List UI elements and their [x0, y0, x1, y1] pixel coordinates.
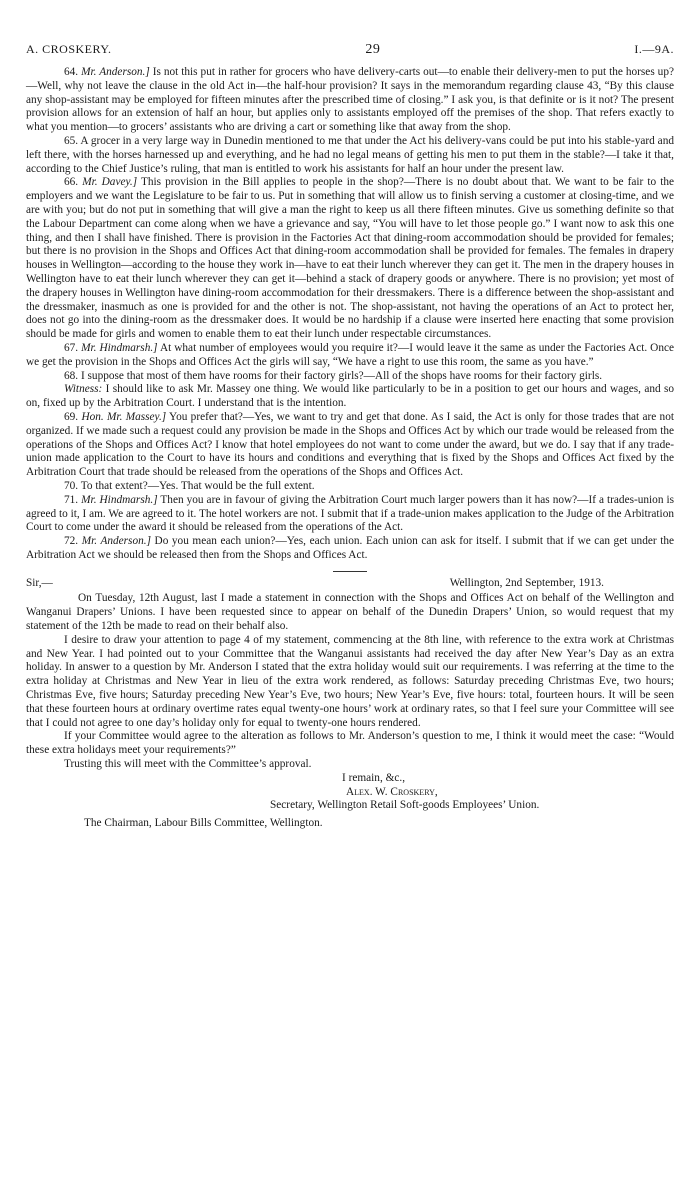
- letter-place-date: Wellington, 2nd September, 1913.: [449, 576, 604, 589]
- paragraph-witness: Witness: I should like to ask Mr. Massey one thing. We would like particularly to be in a position to get our hours and wages, and so on, fixed up by the Arbitration Court. I understand that is the intention.: [26, 383, 674, 410]
- paragraph-67: 67. Mr. Hindmarsh.] At what number of employees would you require it?—I would leave it the same as under the Factories Act. Once we get the provision in the Shops and Offices Act the girls will say, “We have a right to use this room, the same as you have.”: [26, 341, 675, 368]
- letter-paragraph: I desire to draw your attention to page 4 of my statement, commencing at the 8th line, with reference to the extra work at Christmas and New Year. I had pointed out to your Committee that the Wanganui assistants had received the day after New Year’s Day as an extra holiday. In answer to a question by Mr. Anderson I stated that the extra holiday would suit our requirements. I was referring at the time to the extra holiday at Christmas and New Year in lieu of the extra work rendered, as follows: Saturday preceding Christmas Eve, two hours; Christmas Eve, five hours; Saturday preceding New Year’s Eve, two hours; New Year’s Eve, five hours: total, fourteen hours. It will be seen that these fourteen hours at ordinary overtime rates equal twenty-one hours’ work at ordinary rates, so that I feel sure your Committee will see that I could not agree to one day’s holiday only for equal to twenty-one hours rendered.: [26, 633, 674, 729]
- letter-paragraph: On Tuesday, 12th August, last I made a statement in connection with the Shops and Offices Act on behalf of the Wellington and Wanganui Drapers’ Unions. I have been requested since to appear on behalf of the Dunedin Drapers’ Union, so would request that my statement of the 12th be made to read on their behalf also.: [26, 592, 674, 633]
- paragraph-68: 68. I suppose that most of them have rooms for their factory girls?—All of the shops have rooms for their factory girls.: [64, 369, 603, 382]
- letter-closing: [26, 772, 674, 831]
- paragraph-65: 65. A grocer in a very large way in Dunedin mentioned to me that under the Act his delivery-vans could be put into his stable-yard and left there, with the horses harnessed up and everything, and he had no legal means of getting his men to put them in the stable?—I take it that, according to the Chief Justice’s ruling, that man is entitled to work his assistants for half an hour under the present law.: [26, 134, 674, 175]
- paragraph-69: 69. Hon. Mr. Massey.] You prefer that?—Yes, we want to try and get that done. As I said, the Act is only for those trades that are not organized. If we made such a request could any provision be made in the Shops and Offices Act by which our trade would be released from the operations of the Shops and Offices Act? I know that hotel employees do not want to come under the award, but we do. I say that if any trade-union made application to the Court to have its hours and conditions and everything that is fixed by the Shops and Offices Act fixed by the Arbitration Court that trade should be released from the operations of the Shops and Offices Act.: [26, 410, 674, 479]
- page-header: [26, 42, 674, 58]
- paragraph-64: 64. Mr. Anderson.] Is not this put in rather for grocers who have delivery-carts out—to enable their delivery-men to put the horses up?—Well, why not leave the clause in the old Act in—the half-hour provision? It says in the memorandum regarding clause 43, “By this clause any shop-assistant may be employed for fifteen minutes after the prescribed time of closing.” I ask you, is that definite or is it not? The present provision allows for an extension of half an hour, but applies only to assistants employed off the premises of the shop. That refers exactly to what you mention—to grocers’ assistants who are driving a cart or something like that away from the shop.: [26, 66, 674, 134]
- header-reference: I.—9A.: [634, 42, 674, 56]
- paragraph-70: 70. To that extent?—Yes. That would be the full extent.: [64, 479, 315, 492]
- header-author: A. CROSKERY.: [26, 42, 112, 56]
- paragraph-66: 66. Mr. Davey.] This provision in the Bill applies to people in the shop?—There is no doubt about that. We want to be fair to the employers and we want the Legislature to be fair to us. Put in something that will allow us to finish serving a customer at closing-time, and we are with you; but do not put in something that will give a man the right to keep us all there fifteen minutes. Give us something definite so that the Labour Department can come along when we have a grievance and say, “You will have to let those people go.” I want now to ask this one thing, and then I shall have finished. There is provision in the Factories Act that dining-room accommodation should be provided for females; but there is no provision in the Shops and Offices Act that dining-room accommodation shall be provided for females. The females in drapery houses in Wellington—according to the house they work in—have to eat their lunch wherever they can get it. The men in the drapery houses in Wellington have to eat their lunch wherever they can get it—behind a stack of drapery goods or anywhere. There is no provision; yet most of the drapery houses in Wellington have dining-room accommodation for their dressmakers. There is a difference between the shop-assistant and the dressmaker, inasmuch as one is provided for and the other is not. The shop-assistant, not having the operations of an Act to protect her, does not go into the dining-room as the dressmaker does. It would be no hardship if a clause were inserted here enacting that some provision should be made for girls and women to enable them to eat their lunch under respectable circumstances.: [26, 176, 675, 341]
- document-page: [26, 42, 674, 831]
- signature-name: Alex. W. Croskery,: [346, 785, 438, 798]
- evidence-body: [26, 66, 674, 772]
- letter-addressee: The Chairman, Labour Bills Committee, Wellington.: [84, 817, 323, 830]
- page-number: 29: [365, 42, 381, 57]
- paragraph-72: 72. Mr. Anderson.] Do you mean each union?—Yes, each union. Each union can ask for itself. I submit that if we can get under the Arbitration Act we should be released then from the Shops and Offices Act.: [26, 535, 674, 561]
- letter-paragraph: If your Committee would agree to the alteration as follows to Mr. Anderson’s question to me, I think it would meet the case: “Would these extra holidays meet your requirements?”: [26, 730, 674, 757]
- signature-title: Secretary, Wellington Retail Soft-goods Employees’ Union.: [270, 799, 540, 812]
- letter-salutation: Sir,—: [26, 576, 53, 589]
- letter-header: [26, 577, 674, 591]
- closing-phrase: I remain, &c.,: [342, 771, 406, 784]
- section-divider: [333, 571, 367, 572]
- paragraph-71: 71. Mr. Hindmarsh.] Then you are in favour of giving the Arbitration Court much larger powers than it has now?—If a trades-union is agreed to it, I am. We are agreed to it. The hotel workers are not. I submit that if a trade-union makes application to the Judge of the Arbitration Court to come under the award it should be released from the operations of the Act.: [26, 493, 675, 534]
- letter-paragraph: Trusting this will meet with the Committee’s approval.: [64, 758, 312, 771]
